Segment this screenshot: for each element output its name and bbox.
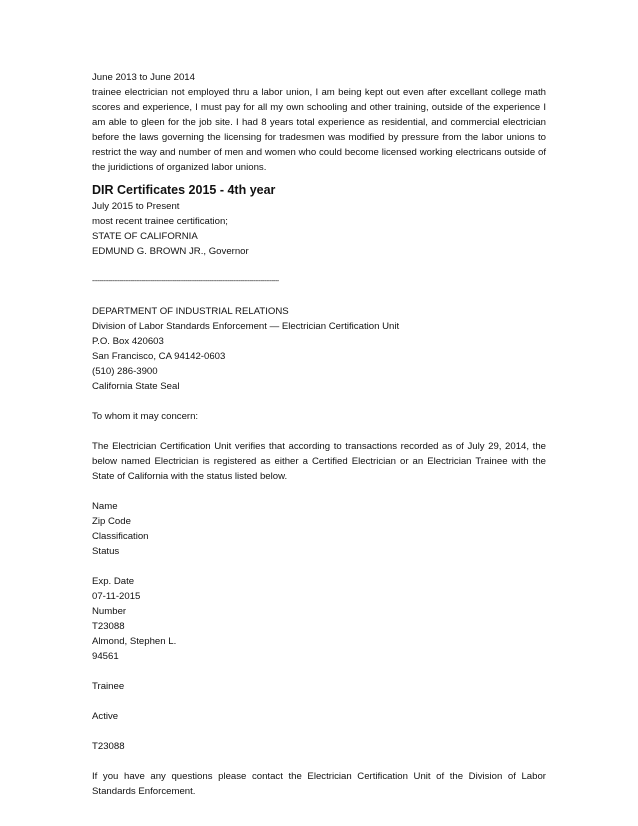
spacer	[92, 664, 546, 679]
spacer	[92, 754, 546, 769]
field-number-label: Number	[92, 606, 127, 617]
department-city: San Francisco, CA 94142-0603	[92, 351, 226, 362]
department-seal: California State Seal	[92, 381, 180, 392]
spacer	[92, 394, 546, 409]
field-zip-label: Zip Code	[92, 516, 131, 527]
letter-closing: If you have any questions please contact the Electrician Certification Unit of the Division of Labor Standards Enforcement.	[92, 771, 546, 797]
spacer	[92, 484, 546, 499]
spacer	[92, 424, 546, 439]
department-pobox: P.O. Box 420603	[92, 336, 164, 347]
department-phone: (510) 286-3900	[92, 366, 158, 377]
letter-body: The Electrician Certification Unit verifies that according to transactions recorded as of July 29, 2014, the below named Electrician is registered as either a Certified Electrician or an Electrician Trainee with the State of California with the status listed below.	[92, 441, 546, 482]
field-classification-label: Classification	[92, 531, 149, 542]
field-exp-label: Exp. Date	[92, 576, 135, 587]
document-content	[92, 70, 546, 799]
section-line-1: most recent trainee certification;	[92, 216, 228, 227]
field-number-value-repeat: T23088	[92, 741, 125, 752]
field-number-value: T23088	[92, 621, 125, 632]
letter-salutation: To whom it may concern:	[92, 411, 199, 422]
spacer	[92, 289, 546, 304]
spacer	[92, 694, 546, 709]
field-exp-value: 07-11-2015	[92, 591, 141, 602]
field-name-value: Almond, Stephen L.	[92, 636, 177, 647]
section-heading: DIR Certificates 2015 - 4th year	[92, 183, 276, 197]
intro-dates: June 2013 to June 2014	[92, 72, 195, 83]
department-division: Division of Labor Standards Enforcement — Electrician Certification Unit	[92, 321, 400, 332]
field-zip-value: 94561	[92, 651, 119, 662]
dashed-divider: ------------------------------------------------------------------------------------------------------	[92, 278, 279, 285]
section-line-2: STATE OF CALIFORNIA	[92, 231, 198, 242]
field-status-label: Status	[92, 546, 120, 557]
field-classification-value: Trainee	[92, 681, 125, 692]
section-line-3: EDMUND G. BROWN JR., Governor	[92, 246, 249, 257]
spacer	[92, 724, 546, 739]
spacer	[92, 559, 546, 574]
section-dates: July 2015 to Present	[92, 201, 180, 212]
spacer	[92, 259, 546, 274]
intro-paragraph: trainee electrician not employed thru a labor union, I am being kept out even after excellant college math scores and experience, I must pay for all my own schooling and other training, outside of the experience I am able to gleen for the job site. I had 8 years total experience as residential, and commercial electrician before the laws governing the licensing for tradesmen was modified by pressure from the labor unions to restrict the way and number of men and women who could become licensed working electricans outside of the juridictions of organized labor unions.	[92, 87, 546, 173]
field-name-label: Name	[92, 501, 118, 512]
department-name: DEPARTMENT OF INDUSTRIAL RELATIONS	[92, 306, 289, 317]
field-status-value: Active	[92, 711, 119, 722]
